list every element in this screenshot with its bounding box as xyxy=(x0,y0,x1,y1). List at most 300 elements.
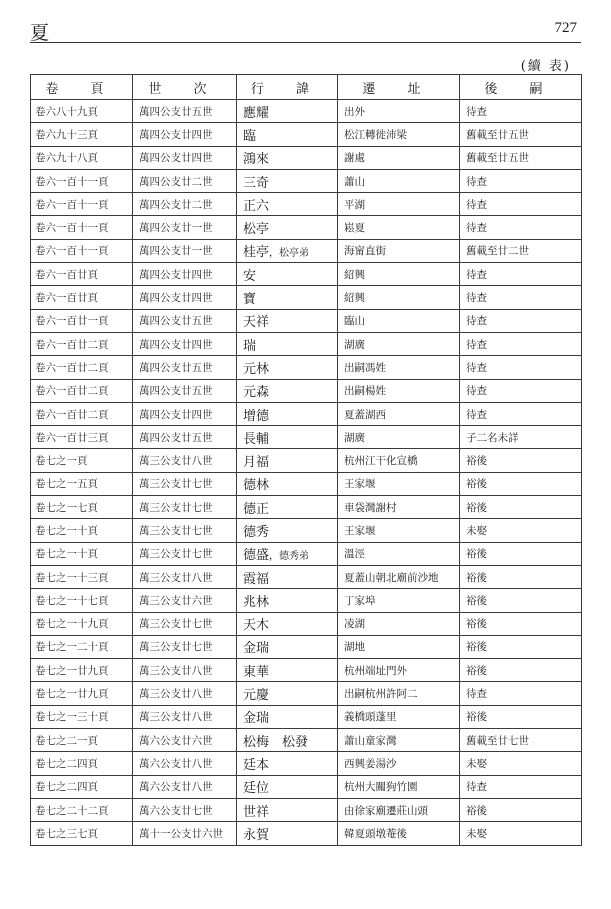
cell-name-text: 增德 xyxy=(243,408,270,424)
cell-heirs xyxy=(460,379,582,402)
cell-generation-text: 萬三公支廿七世 xyxy=(139,501,213,514)
cell-volume-page-text: 卷七之二四頁 xyxy=(35,781,98,794)
cell-volume-page-text: 卷七之二一頁 xyxy=(35,734,98,747)
cell-address xyxy=(338,496,460,519)
cell-name xyxy=(237,752,338,775)
cell-name-text: 正六 xyxy=(243,198,270,214)
cell-heirs xyxy=(460,169,582,192)
cell-address-text: 崧夏 xyxy=(344,222,365,235)
cell-name xyxy=(237,216,338,239)
cell-name-text: 安 xyxy=(243,268,257,284)
cell-volume-page xyxy=(31,332,133,355)
cell-address-text: 松江轉徙沛梁 xyxy=(344,128,407,141)
cell-address xyxy=(338,798,460,821)
cell-address xyxy=(338,332,460,355)
cell-generation-text: 萬三公支廿八世 xyxy=(139,455,213,468)
cell-generation xyxy=(133,519,237,542)
cell-generation-text: 萬四公支廿四世 xyxy=(139,338,213,351)
cell-address-text: 海甯直街 xyxy=(344,245,386,258)
cell-generation-text: 萬四公支廿四世 xyxy=(139,408,213,421)
cell-heirs-text: 舊載至廿五世 xyxy=(466,152,529,165)
header-heirs: 後 嗣 xyxy=(460,75,582,100)
cell-heirs-text: 待查 xyxy=(466,781,487,794)
cell-generation-text: 萬三公支廿七世 xyxy=(139,548,213,561)
cell-name-text: 桂亭 xyxy=(243,245,270,261)
table-header-row xyxy=(31,75,582,100)
cell-heirs-text: 裕後 xyxy=(466,478,487,491)
cell-heirs-text: 子二名未詳 xyxy=(466,431,519,444)
cell-volume-page xyxy=(31,123,133,146)
cell-name-text: 元林 xyxy=(243,361,270,377)
cell-address xyxy=(338,659,460,682)
header-rule xyxy=(30,42,581,43)
cell-address xyxy=(338,729,460,752)
table-row xyxy=(31,798,582,821)
cell-heirs-text: 待查 xyxy=(466,268,487,281)
cell-name xyxy=(237,332,338,355)
cell-address-text: 夏蓋山朝北廟前沙地 xyxy=(344,571,439,584)
cell-heirs xyxy=(460,705,582,728)
cell-generation-text: 萬四公支廿五世 xyxy=(139,105,213,118)
table-row xyxy=(31,472,582,495)
cell-name xyxy=(237,542,338,565)
cell-name xyxy=(237,798,338,821)
cell-generation-text: 萬四公支廿五世 xyxy=(139,431,213,444)
cell-volume-page-text: 卷六一百廿二頁 xyxy=(35,385,109,398)
cell-heirs xyxy=(460,216,582,239)
cell-address-text: 西興姜湯沙 xyxy=(344,757,397,770)
cell-address-text: 溫涇 xyxy=(344,548,365,561)
cell-generation-text: 萬四公支廿一世 xyxy=(139,245,213,258)
cell-volume-page xyxy=(31,449,133,472)
cell-name-text: 鴻來 xyxy=(243,152,270,168)
cell-generation xyxy=(133,332,237,355)
cell-volume-page-text: 卷七之一十三頁 xyxy=(35,571,109,584)
cell-volume-page xyxy=(31,682,133,705)
cell-address-text: 出外 xyxy=(344,105,365,118)
cell-volume-page xyxy=(31,635,133,658)
cell-heirs-text: 待查 xyxy=(466,175,487,188)
cell-volume-page xyxy=(31,659,133,682)
cell-name xyxy=(237,309,338,332)
cell-address xyxy=(338,379,460,402)
cell-address xyxy=(338,449,460,472)
cell-address-text: 湖廣 xyxy=(344,338,365,351)
cell-generation-text: 萬三公支廿八世 xyxy=(139,688,213,701)
cell-name xyxy=(237,263,338,286)
cell-address-text: 杭州端址門外 xyxy=(344,664,407,677)
cell-name-text: 金瑞 xyxy=(243,641,270,657)
cell-volume-page xyxy=(31,752,133,775)
cell-heirs xyxy=(460,775,582,798)
cell-name-text: 應耀 xyxy=(243,105,270,121)
cell-volume-page xyxy=(31,169,133,192)
name-note: ，松亭弟 xyxy=(269,248,310,260)
cell-name xyxy=(237,589,338,612)
cell-generation xyxy=(133,798,237,821)
cell-volume-page-text: 卷七之一廿九頁 xyxy=(35,664,109,677)
cell-volume-page-text: 卷七之一三十頁 xyxy=(35,711,109,724)
cell-volume-page xyxy=(31,309,133,332)
cell-address xyxy=(338,612,460,635)
cell-address xyxy=(338,239,460,262)
cell-address xyxy=(338,705,460,728)
cell-name-text: 兆林 xyxy=(243,594,270,610)
table-row xyxy=(31,589,582,612)
cell-address-text: 平湖 xyxy=(344,198,365,211)
cell-address-text: 湖地 xyxy=(344,641,365,654)
cell-volume-page-text: 卷七之二四頁 xyxy=(35,757,98,770)
cell-heirs-text: 舊載至廿五世 xyxy=(466,128,529,141)
cell-name xyxy=(237,356,338,379)
cell-name-text: 廷本 xyxy=(243,757,270,773)
cell-generation xyxy=(133,146,237,169)
cell-address-text: 出嗣楊姓 xyxy=(344,385,386,398)
cell-name xyxy=(237,449,338,472)
table-row xyxy=(31,496,582,519)
table-row xyxy=(31,332,582,355)
cell-volume-page xyxy=(31,565,133,588)
cell-volume-page xyxy=(31,402,133,425)
cell-address xyxy=(338,775,460,798)
cell-heirs-text: 未娶 xyxy=(466,757,487,770)
cell-address xyxy=(338,309,460,332)
cell-name xyxy=(237,426,338,449)
cell-generation xyxy=(133,635,237,658)
table-row xyxy=(31,635,582,658)
surname-heading: 夏 xyxy=(30,22,50,44)
cell-generation xyxy=(133,612,237,635)
cell-name-text: 天祥 xyxy=(243,315,270,331)
cell-name-text: 金瑞 xyxy=(243,711,270,727)
cell-volume-page-text: 卷六九十三頁 xyxy=(35,128,98,141)
cell-name xyxy=(237,682,338,705)
cell-address xyxy=(338,402,460,425)
cell-heirs xyxy=(460,729,582,752)
cell-generation xyxy=(133,496,237,519)
table-row xyxy=(31,169,582,192)
cell-name xyxy=(237,565,338,588)
cell-name-text: 三奇 xyxy=(243,175,270,191)
cell-heirs xyxy=(460,659,582,682)
cell-name-text: 永賀 xyxy=(243,827,270,843)
cell-generation xyxy=(133,239,237,262)
cell-address-text: 紹興 xyxy=(344,268,365,281)
cell-name xyxy=(237,822,338,845)
cell-address xyxy=(338,472,460,495)
table-row xyxy=(31,449,582,472)
cell-volume-page-text: 卷七之二十二頁 xyxy=(35,804,109,817)
name-note: ，德秀弟 xyxy=(269,551,310,563)
table-row xyxy=(31,822,582,845)
cell-heirs xyxy=(460,146,582,169)
table-row xyxy=(31,100,582,123)
cell-heirs xyxy=(460,123,582,146)
cell-generation-text: 萬四公支廿一世 xyxy=(139,222,213,235)
cell-volume-page xyxy=(31,239,133,262)
table-row xyxy=(31,123,582,146)
cell-heirs-text: 裕後 xyxy=(466,804,487,817)
cell-generation xyxy=(133,472,237,495)
cell-address-text: 臨山 xyxy=(344,315,365,328)
cell-volume-page-text: 卷六一百廿三頁 xyxy=(35,431,109,444)
cell-generation-text: 萬六公支廿六世 xyxy=(139,734,213,747)
cell-address xyxy=(338,822,460,845)
table-row xyxy=(31,309,582,332)
cell-name-text: 德秀 xyxy=(243,524,270,540)
cell-generation-text: 萬四公支廿五世 xyxy=(139,385,213,398)
cell-name-text: 月福 xyxy=(243,455,270,471)
cell-volume-page-text: 卷七之一二十頁 xyxy=(35,641,109,654)
cell-volume-page xyxy=(31,589,133,612)
cell-heirs-text: 未娶 xyxy=(466,827,487,840)
cell-address xyxy=(338,216,460,239)
cell-address xyxy=(338,123,460,146)
cell-heirs xyxy=(460,589,582,612)
cell-generation-text: 萬六公支廿八世 xyxy=(139,781,213,794)
table-row xyxy=(31,193,582,216)
table-row xyxy=(31,146,582,169)
cell-generation xyxy=(133,589,237,612)
cell-generation xyxy=(133,565,237,588)
cell-heirs-text: 待查 xyxy=(466,315,487,328)
cell-heirs xyxy=(460,239,582,262)
cell-name-text: 松亭 xyxy=(243,222,270,238)
cell-volume-page xyxy=(31,216,133,239)
cell-address-text: 凌湖 xyxy=(344,618,365,631)
cell-address-text: 車袋灣謝村 xyxy=(344,501,397,514)
cell-name-text: 瑞 xyxy=(243,338,257,354)
cell-heirs xyxy=(460,309,582,332)
cell-volume-page xyxy=(31,356,133,379)
header-address: 遷 址 xyxy=(338,75,460,100)
cell-address xyxy=(338,635,460,658)
cell-volume-page xyxy=(31,519,133,542)
genealogy-table xyxy=(30,74,582,846)
cell-address xyxy=(338,193,460,216)
cell-heirs-text: 裕後 xyxy=(466,711,487,724)
cell-address xyxy=(338,565,460,588)
cell-name xyxy=(237,519,338,542)
table-row xyxy=(31,356,582,379)
cell-name-text: 霞福 xyxy=(243,571,270,587)
cell-heirs-text: 裕後 xyxy=(466,501,487,514)
cell-volume-page-text: 卷七之三七頁 xyxy=(35,827,98,840)
cell-heirs-text: 待查 xyxy=(466,292,487,305)
cell-address-text: 蕭山 xyxy=(344,175,365,188)
cell-heirs xyxy=(460,798,582,821)
cell-heirs-text: 待查 xyxy=(466,198,487,211)
cell-generation-text: 萬三公支廿八世 xyxy=(139,664,213,677)
table-row xyxy=(31,379,582,402)
cell-volume-page xyxy=(31,193,133,216)
cell-name xyxy=(237,169,338,192)
cell-generation-text: 萬四公支廿四世 xyxy=(139,268,213,281)
cell-volume-page xyxy=(31,798,133,821)
table-row xyxy=(31,565,582,588)
cell-address-text: 出嗣杭州許阿二 xyxy=(344,688,418,701)
cell-name-text: 臨 xyxy=(243,128,257,144)
cell-volume-page xyxy=(31,775,133,798)
cell-name-text: 長輔 xyxy=(243,431,270,447)
cell-volume-page-text: 卷六一百十一頁 xyxy=(35,245,109,258)
cell-address xyxy=(338,263,460,286)
cell-name-text: 元慶 xyxy=(243,688,270,704)
cell-heirs-text: 待查 xyxy=(466,385,487,398)
table-row xyxy=(31,729,582,752)
cell-generation xyxy=(133,659,237,682)
cell-address xyxy=(338,146,460,169)
cell-volume-page-text: 卷六一百廿一頁 xyxy=(35,315,109,328)
cell-name-text: 廷位 xyxy=(243,781,270,797)
cell-volume-page-text: 卷七之一五頁 xyxy=(35,478,98,491)
table-row xyxy=(31,659,582,682)
table-row xyxy=(31,752,582,775)
cell-name xyxy=(237,146,338,169)
cell-volume-page-text: 卷七之一十頁 xyxy=(35,548,98,561)
cell-generation xyxy=(133,379,237,402)
cell-heirs-text: 裕後 xyxy=(466,664,487,677)
cell-volume-page xyxy=(31,426,133,449)
table-row xyxy=(31,542,582,565)
cell-name-text: 德林 xyxy=(243,478,270,494)
cell-name xyxy=(237,472,338,495)
cell-generation xyxy=(133,286,237,309)
cell-heirs xyxy=(460,682,582,705)
cell-volume-page-text: 卷六一百十一頁 xyxy=(35,222,109,235)
cell-volume-page xyxy=(31,146,133,169)
cell-name xyxy=(237,775,338,798)
cell-volume-page-text: 卷七之一十七頁 xyxy=(35,594,109,607)
cell-address xyxy=(338,589,460,612)
cell-heirs xyxy=(460,449,582,472)
cell-address xyxy=(338,519,460,542)
cell-heirs xyxy=(460,519,582,542)
cell-name xyxy=(237,729,338,752)
header-volume-page: 卷 頁 xyxy=(31,75,133,100)
cell-volume-page xyxy=(31,705,133,728)
cell-generation xyxy=(133,775,237,798)
cell-address-text: 出嗣馮姓 xyxy=(344,361,386,374)
cell-generation-text: 萬四公支廿二世 xyxy=(139,198,213,211)
cell-heirs xyxy=(460,542,582,565)
cell-heirs-text: 待查 xyxy=(466,408,487,421)
table-row xyxy=(31,239,582,262)
cell-volume-page xyxy=(31,612,133,635)
table-row xyxy=(31,263,582,286)
table-row xyxy=(31,216,582,239)
cell-volume-page-text: 卷六一百十一頁 xyxy=(35,198,109,211)
cell-generation-text: 萬三公支廿七世 xyxy=(139,618,213,631)
cell-heirs xyxy=(460,286,582,309)
cell-volume-page-text: 卷六一百廿頁 xyxy=(35,292,98,305)
cell-heirs-text: 舊載至廿二世 xyxy=(466,245,529,258)
cell-generation xyxy=(133,542,237,565)
cell-volume-page xyxy=(31,286,133,309)
cell-heirs xyxy=(460,402,582,425)
cell-name xyxy=(237,612,338,635)
cell-generation-text: 萬四公支廿四世 xyxy=(139,152,213,165)
cell-name-text: 天木 xyxy=(243,618,270,634)
cell-generation-text: 萬三公支廿六世 xyxy=(139,594,213,607)
cell-generation xyxy=(133,705,237,728)
cell-generation xyxy=(133,193,237,216)
cell-generation-text: 萬四公支廿五世 xyxy=(139,315,213,328)
cell-name xyxy=(237,402,338,425)
cell-generation xyxy=(133,100,237,123)
cell-name xyxy=(237,496,338,519)
cell-name-text: 東華 xyxy=(243,664,270,680)
cell-volume-page xyxy=(31,542,133,565)
cell-heirs-text: 待查 xyxy=(466,361,487,374)
cell-generation xyxy=(133,216,237,239)
cell-address-text: 杭州江干化宣橋 xyxy=(344,455,418,468)
table-row xyxy=(31,402,582,425)
cell-generation xyxy=(133,169,237,192)
cell-heirs xyxy=(460,565,582,588)
cell-heirs-text: 待查 xyxy=(466,338,487,351)
cell-name-text: 松梅 松發 xyxy=(243,734,309,750)
cell-volume-page-text: 卷六一百十一頁 xyxy=(35,175,109,188)
cell-volume-page xyxy=(31,729,133,752)
cell-generation xyxy=(133,752,237,775)
cell-generation xyxy=(133,729,237,752)
cell-heirs-text: 裕後 xyxy=(466,548,487,561)
cell-heirs-text: 裕後 xyxy=(466,594,487,607)
cell-name xyxy=(237,659,338,682)
cell-volume-page-text: 卷六一百廿二頁 xyxy=(35,338,109,351)
cell-heirs-text: 裕後 xyxy=(466,571,487,584)
cell-volume-page xyxy=(31,822,133,845)
cell-generation-text: 萬三公支廿八世 xyxy=(139,571,213,584)
cell-address-text: 謝處 xyxy=(344,152,365,165)
cell-address xyxy=(338,542,460,565)
cell-generation-text: 萬三公支廿八世 xyxy=(139,711,213,724)
page-header xyxy=(30,18,581,44)
cell-volume-page-text: 卷七之一七頁 xyxy=(35,501,98,514)
cell-generation xyxy=(133,356,237,379)
cell-address-text: 韓夏頭墩菴後 xyxy=(344,827,407,840)
cell-name xyxy=(237,100,338,123)
cell-generation xyxy=(133,123,237,146)
cell-generation xyxy=(133,309,237,332)
cell-heirs xyxy=(460,356,582,379)
cell-heirs xyxy=(460,612,582,635)
cell-heirs-text: 未娶 xyxy=(466,524,487,537)
cell-name xyxy=(237,193,338,216)
cell-generation xyxy=(133,263,237,286)
continuation-label: (續 表) xyxy=(520,59,571,74)
cell-address-text: 杭州大關狗竹園 xyxy=(344,781,418,794)
cell-name-text: 德正 xyxy=(243,501,270,517)
cell-volume-page-text: 卷六九十八頁 xyxy=(35,152,98,165)
cell-volume-page xyxy=(31,263,133,286)
cell-volume-page-text: 卷六一百廿二頁 xyxy=(35,408,109,421)
cell-volume-page-text: 卷七之一頁 xyxy=(35,455,88,468)
cell-volume-page-text: 卷六八十九頁 xyxy=(35,105,98,118)
table-row xyxy=(31,612,582,635)
table-body xyxy=(31,100,582,846)
cell-address xyxy=(338,426,460,449)
cell-address-text: 王家堰 xyxy=(344,524,376,537)
cell-heirs-text: 裕後 xyxy=(466,455,487,468)
cell-generation-text: 萬四公支廿五世 xyxy=(139,361,213,374)
cell-generation-text: 萬三公支廿七世 xyxy=(139,478,213,491)
cell-name-text: 寶 xyxy=(243,292,257,308)
cell-volume-page-text: 卷七之一十頁 xyxy=(35,524,98,537)
cell-name xyxy=(237,379,338,402)
cell-generation xyxy=(133,426,237,449)
